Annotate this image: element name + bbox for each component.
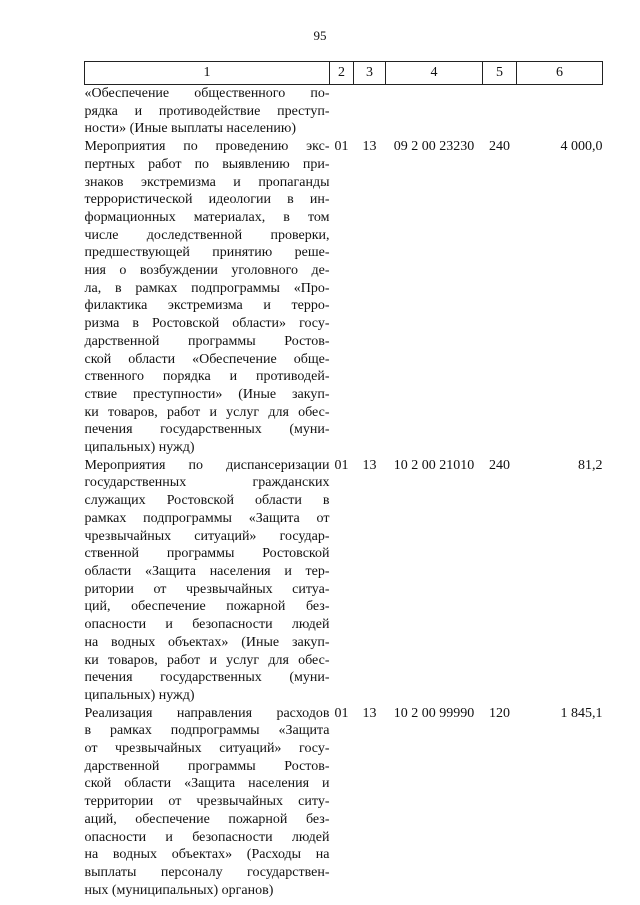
expense-type-code: 120 xyxy=(489,705,510,721)
subsection-code xyxy=(354,85,386,139)
description-line: числе доследственной проверки, xyxy=(84,227,330,243)
row-description xyxy=(85,138,330,457)
table-header-row xyxy=(85,62,603,85)
page-number: 95 xyxy=(313,28,327,43)
section-code: 01 xyxy=(334,457,349,473)
description-line: филактика экстремизма и терро- xyxy=(84,298,330,314)
description-line: знаков экстремизма и пропаганды xyxy=(84,174,330,190)
description-line: государственных гражданских xyxy=(84,475,330,491)
description-line: на водных объектах» (Расходы на xyxy=(84,847,330,863)
description-line: пертных работ по выявлению при- xyxy=(84,156,330,172)
description-line: ки товаров, работ и услуг для обес- xyxy=(84,404,330,420)
budget-table xyxy=(84,61,603,899)
header-col-4: 4 xyxy=(386,62,483,85)
expense-type-code: 240 xyxy=(489,457,510,473)
description-line: ризма в Ростовской области» госу- xyxy=(84,316,330,332)
description-line: чрезвычайных ситуаций» государ- xyxy=(84,528,330,544)
description-line: аций, обеспечение пожарной без- xyxy=(84,811,330,827)
header-col-5: 5 xyxy=(483,62,517,85)
description-line: опасности и безопасности людей xyxy=(84,829,330,845)
description-line: дарственной программы Ростов- xyxy=(84,333,330,349)
section-code: 01 xyxy=(334,705,349,721)
table-row xyxy=(85,705,603,900)
description-line: Реализация направления расходов xyxy=(84,705,330,721)
description-line: ственной программы Ростовской xyxy=(84,546,330,562)
description-line: в рамках подпрограммы «Защита xyxy=(84,723,330,739)
description-line: Мероприятия по диспансеризации xyxy=(84,457,330,473)
description-line: ных (муниципальных) органов) xyxy=(84,882,274,898)
description-line: служащих Ростовской области в xyxy=(84,493,330,509)
description-line: «Обеспечение общественного по- xyxy=(84,86,330,101)
description-line: ципальных) нужд) xyxy=(84,440,195,456)
expense-type-code xyxy=(483,85,517,139)
subsection-code: 13 xyxy=(362,705,377,721)
header-col-6: 6 xyxy=(517,62,603,85)
description-line: территории от чрезвычайных ситу- xyxy=(84,794,330,810)
description-line: опасности и безопасности людей xyxy=(84,617,330,633)
row-description xyxy=(85,705,330,900)
description-line: ственного порядка и противодей- xyxy=(84,369,330,385)
subsection-code: 13 xyxy=(362,139,377,155)
description-line: ствие преступности» (Иные закуп- xyxy=(84,386,330,402)
amount: 4 000,0 xyxy=(560,139,603,155)
header-col-3: 3 xyxy=(354,62,386,85)
description-line: ла, в рамках подпрограммы «Про- xyxy=(84,280,330,296)
description-line: рядка и противодействие преступ- xyxy=(84,103,330,119)
description-line: ритории от чрезвычайных ситуа- xyxy=(84,581,330,597)
section-code xyxy=(330,85,354,139)
target-article-code: 10 2 00 99990 xyxy=(393,705,475,721)
row-description xyxy=(85,85,330,139)
description-line: формационных материалах, в том xyxy=(84,209,330,225)
description-line: области «Защита населения и тер- xyxy=(84,563,330,579)
description-line: ки товаров, работ и услуг для обес- xyxy=(84,652,330,668)
row-description xyxy=(85,457,330,705)
description-line: ципальных) нужд) xyxy=(84,687,195,703)
description-line: на водных объектах» (Иные закуп- xyxy=(84,634,330,650)
description-line: выплаты персоналу государствен- xyxy=(84,864,330,880)
table-row xyxy=(85,138,603,457)
description-line: от чрезвычайных ситуаций» госу- xyxy=(84,741,330,757)
description-line: террористической идеологии в ин- xyxy=(84,192,330,208)
description-line: предшествующей принятию реше- xyxy=(84,245,330,261)
header-col-2: 2 xyxy=(330,62,354,85)
description-line: ской области «Обеспечение обще- xyxy=(84,351,330,367)
table-row xyxy=(85,85,603,139)
amount: 1 845,1 xyxy=(560,705,603,721)
description-line: ния о возбуждении уголовного де- xyxy=(84,263,330,279)
section-code: 01 xyxy=(334,139,349,155)
description-line: дарственной программы Ростов- xyxy=(84,758,330,774)
subsection-code: 13 xyxy=(362,457,377,473)
amount: 81,2 xyxy=(578,457,603,473)
header-col-1: 1 xyxy=(85,62,330,85)
description-line: рамках подпрограммы «Защита от xyxy=(84,510,330,526)
description-line: печения государственных (муни- xyxy=(84,422,330,438)
description-line: Мероприятия по проведению экс- xyxy=(84,139,330,155)
amount xyxy=(517,85,603,139)
description-line: ций, обеспечение пожарной без- xyxy=(84,599,330,615)
target-article-code: 10 2 00 21010 xyxy=(393,457,475,473)
target-article-code xyxy=(386,85,483,139)
description-line: ской области «Защита населения и xyxy=(84,776,330,792)
description-line: ности» (Иные выплаты населению) xyxy=(84,121,297,137)
table-row xyxy=(85,457,603,705)
target-article-code: 09 2 00 23230 xyxy=(393,139,475,155)
expense-type-code: 240 xyxy=(489,139,510,155)
description-line: печения государственных (муни- xyxy=(84,670,330,686)
